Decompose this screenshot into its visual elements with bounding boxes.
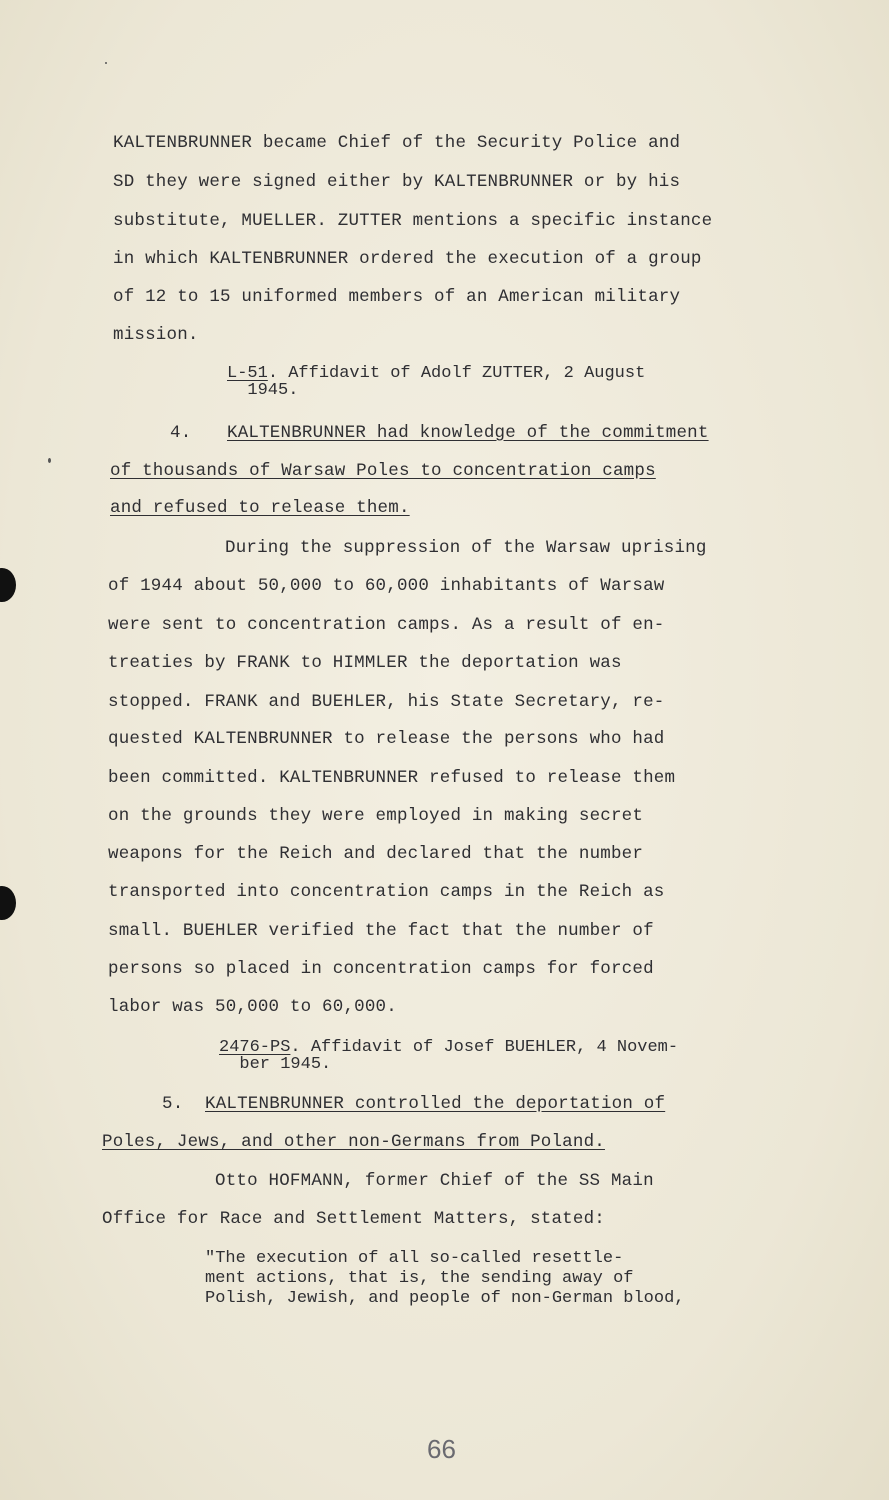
- block-quote: "The execution of all so-called resettle- ment actions, that is, the sending away of Polish, Jewish, and people of non-German blood,: [205, 1249, 685, 1308]
- page-number: 66: [427, 1434, 456, 1464]
- punch-hole-bottom: [0, 886, 16, 920]
- body-line: of 12 to 15 uniformed members of an American military: [113, 287, 681, 307]
- section-number: 4.: [170, 423, 192, 443]
- section-heading: Poles, Jews, and other non-Germans from Poland.: [102, 1132, 605, 1152]
- body-line: weapons for the Reich and declared that the number: [108, 844, 644, 864]
- citation: [219, 1039, 678, 1073]
- body-line: transported into concentration camps in the Reich as: [108, 882, 665, 902]
- section-number: 5.: [162, 1094, 184, 1114]
- body-line: been committed. KALTENBRUNNER refused to release them: [108, 768, 676, 788]
- body-line: treaties by FRANK to HIMMLER the deportation was: [108, 653, 622, 673]
- punch-hole-top: [0, 568, 16, 602]
- body-line: of 1944 about 50,000 to 60,000 inhabitants of Warsaw: [108, 576, 665, 596]
- body-line: KALTENBRUNNER became Chief of the Security Police and: [113, 133, 681, 153]
- section-heading: KALTENBRUNNER had knowledge of the commitment: [227, 423, 709, 443]
- body-line: Office for Race and Settlement Matters, stated:: [102, 1209, 605, 1229]
- section-heading: and refused to release them.: [110, 498, 410, 518]
- body-line: mission.: [113, 325, 199, 345]
- citation-text: . Affidavit of Adolf ZUTTER, 2 August 1945.: [247, 364, 646, 400]
- body-line: substitute, MUELLER. ZUTTER mentions a specific instance: [113, 211, 713, 231]
- citation: [227, 365, 645, 399]
- body-line: SD they were signed either by KALTENBRUNNER or by his: [113, 172, 681, 192]
- speck: [48, 458, 51, 463]
- speck: [105, 62, 107, 64]
- body-line: labor was 50,000 to 60,000.: [108, 997, 397, 1017]
- body-line: on the grounds they were employed in making secret: [108, 806, 644, 826]
- body-line: in which KALTENBRUNNER ordered the execution of a group: [113, 249, 702, 269]
- body-line: persons so placed in concentration camps for forced: [108, 959, 654, 979]
- citation-text: . Affidavit of Josef BUEHLER, 4 Novem- ber 1945.: [239, 1038, 679, 1074]
- body-line: quested KALTENBRUNNER to release the persons who had: [108, 729, 665, 749]
- body-line: During the suppression of the Warsaw uprising: [225, 538, 707, 558]
- section-heading: of thousands of Warsaw Poles to concentration camps: [110, 461, 656, 481]
- section-heading: KALTENBRUNNER controlled the deportation of: [205, 1094, 666, 1114]
- citation-ref: L-51: [227, 364, 268, 383]
- citation-ref: 2476-PS: [219, 1038, 291, 1057]
- body-line: stopped. FRANK and BUEHLER, his State Secretary, re-: [108, 692, 665, 712]
- body-line: small. BUEHLER verified the fact that the number of: [108, 921, 654, 941]
- body-line: were sent to concentration camps. As a result of en-: [108, 615, 665, 635]
- body-line: Otto HOFMANN, former Chief of the SS Main: [215, 1171, 654, 1191]
